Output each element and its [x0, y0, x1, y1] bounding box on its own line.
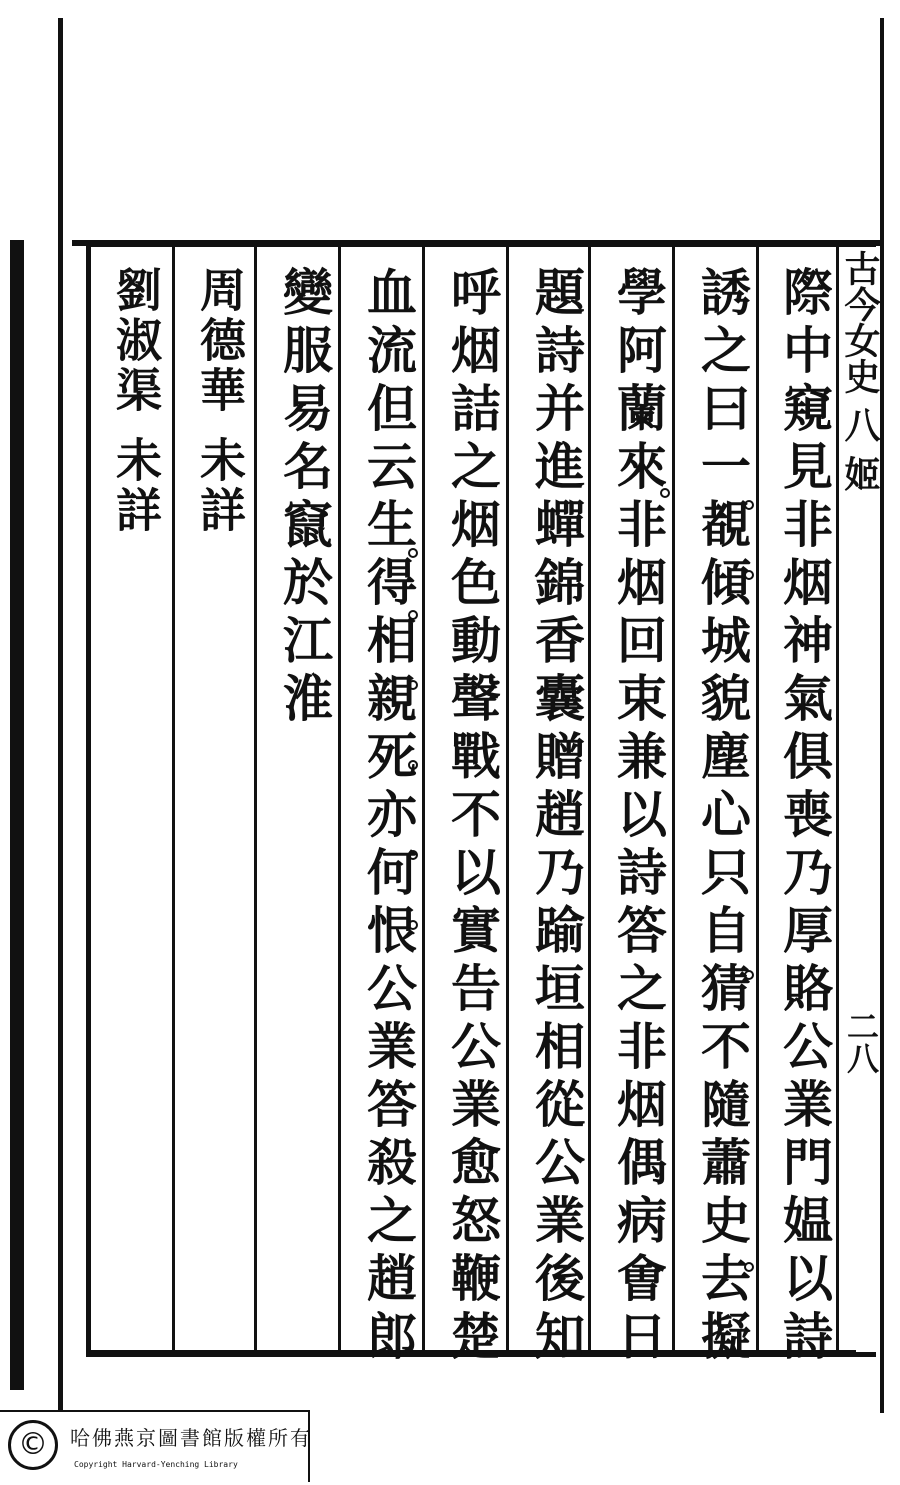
page-number: 二八 [842, 1010, 880, 1074]
punctuation-circle [744, 970, 754, 980]
column-divider [588, 246, 591, 1350]
entry-zhou-dehua: 周德華 未詳 [193, 266, 247, 537]
punctuation-circle [744, 1262, 754, 1272]
punctuation-circle [408, 850, 418, 860]
punctuation-circle [408, 760, 418, 770]
gutter-volume: 八 [839, 406, 881, 443]
punctuation-circle [408, 548, 418, 558]
column-divider [672, 246, 675, 1350]
gutter-section: 姬 [839, 455, 881, 492]
punctuation-circle [744, 570, 754, 580]
copyright-english: Copyright Harvard-Yenching Library [74, 1460, 238, 1469]
gutter-book-title: 古今女史 [839, 250, 881, 394]
column-divider [422, 246, 425, 1350]
copyright-icon: © [8, 1420, 58, 1470]
text-column-5: 呼烟詰之烟色動聲戰不以實告公業愈怒鞭楚 [443, 266, 502, 1368]
punctuation-circle [408, 680, 418, 690]
gutter-title [838, 250, 882, 491]
text-column-1: 際中窺見非烟神氣俱喪乃厚賂公業門媪以詩 [775, 266, 834, 1368]
page-rule-left [58, 18, 63, 1413]
text-column-3: 學阿蘭來非烟回束兼以詩答之非烟偶病㑹日 [609, 266, 668, 1368]
punctuation-circle [408, 920, 418, 930]
text-column-2: 誘之曰一覩傾城貌塵心只自猜不隨蕭史去擬 [693, 266, 752, 1368]
copyright-stamp [0, 1410, 310, 1482]
punctuation-circle [744, 500, 754, 510]
text-column-7: 變服易名竄於江淮 [275, 266, 334, 730]
column-divider [338, 246, 341, 1350]
entry-liu-shuqu: 劉淑渠 未詳 [109, 266, 163, 537]
column-divider [756, 246, 759, 1350]
column-divider [254, 246, 257, 1350]
copyright-chinese: 哈佛燕京圖書館版權所有 [70, 1426, 312, 1450]
column-divider [506, 246, 509, 1350]
page-rule-right [880, 18, 884, 1413]
page-edge-left [10, 240, 24, 1390]
punctuation-circle [408, 610, 418, 620]
punctuation-circle [660, 488, 670, 498]
text-column-4: 題詩并進蟬錦香囊贈趙乃踰垣相從公業後知 [527, 266, 586, 1368]
column-divider [172, 246, 175, 1350]
text-column-6: 血流但云生得相親死亦何恨公業答殺之趙郎 [359, 266, 418, 1368]
